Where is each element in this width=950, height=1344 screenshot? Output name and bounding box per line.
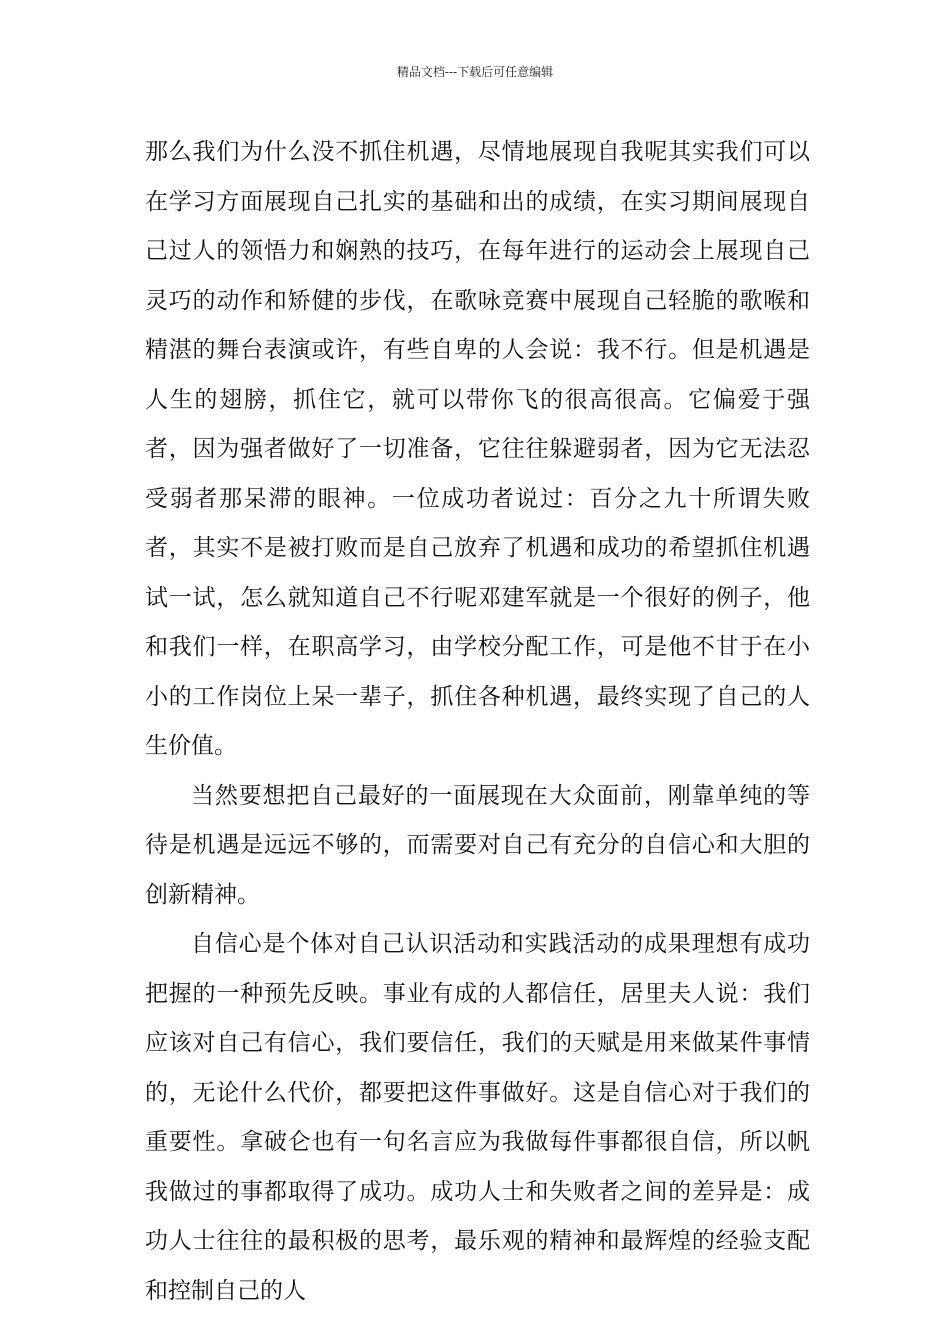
paragraph-2: 当然要想把自己最好的一面展现在大众面前，刚靠单纯的等待是机遇是远远不够的，而需要对自己有充分的自信心和大胆的创新精神。 (145, 782, 810, 908)
document-body (145, 128, 810, 1316)
paragraph-1: 那么我们为什么没不抓住机遇，尽情地展现自我呢其实我们可以在学习方面展现自己扎实的基础和出的成绩，在实习期间展现自己过人的领悟力和娴熟的技巧，在每年进行的运动会上展现自己灵巧的动作和矫健的步伐，在歌咏竞赛中展现自己轻脆的歌喉和精湛的舞台表演或许，有些自卑的人会说：我不行。但是机遇是人生的翅膀，抓住它，就可以带你飞的很高很高。它偏爱于强者，因为强者做好了一切准备，它往往躲避弱者，因为它无法忍受弱者那呆滞的眼神。一位成功者说过：百分之九十所谓失败者，其实不是被打败而是自己放弃了机遇和成功的希望抓住机遇试一试，怎么就知道自己不行呢邓建军就是一个很好的例子，他和我们一样，在职高学习，由学校分配工作，可是他不甘于在小小的工作岗位上呆一辈子，抓住各种机遇，最终实现了自己的人生价值。 (145, 139, 810, 759)
page-header: 精品文档---下载后可任意编辑 (396, 65, 554, 79)
paragraph-3: 自信心是个体对自己认识活动和实践活动的成果理想有成功把握的一种预先反映。事业有成的人都信任，居里夫人说：我们应该对自己有信心，我们要信任，我们的天赋是用来做某件事情的，无论什么代价，都要把这件事做好。这是自信心对于我们的重要性。拿破仑也有一句名言应为我做每件事都很自信，所以帆我做过的事都取得了成功。成功人士和失败者之间的差异是：成功人士往往的最积极的思考，最乐观的精神和最辉煌的经验支配和控制自己的人 (145, 931, 810, 1304)
